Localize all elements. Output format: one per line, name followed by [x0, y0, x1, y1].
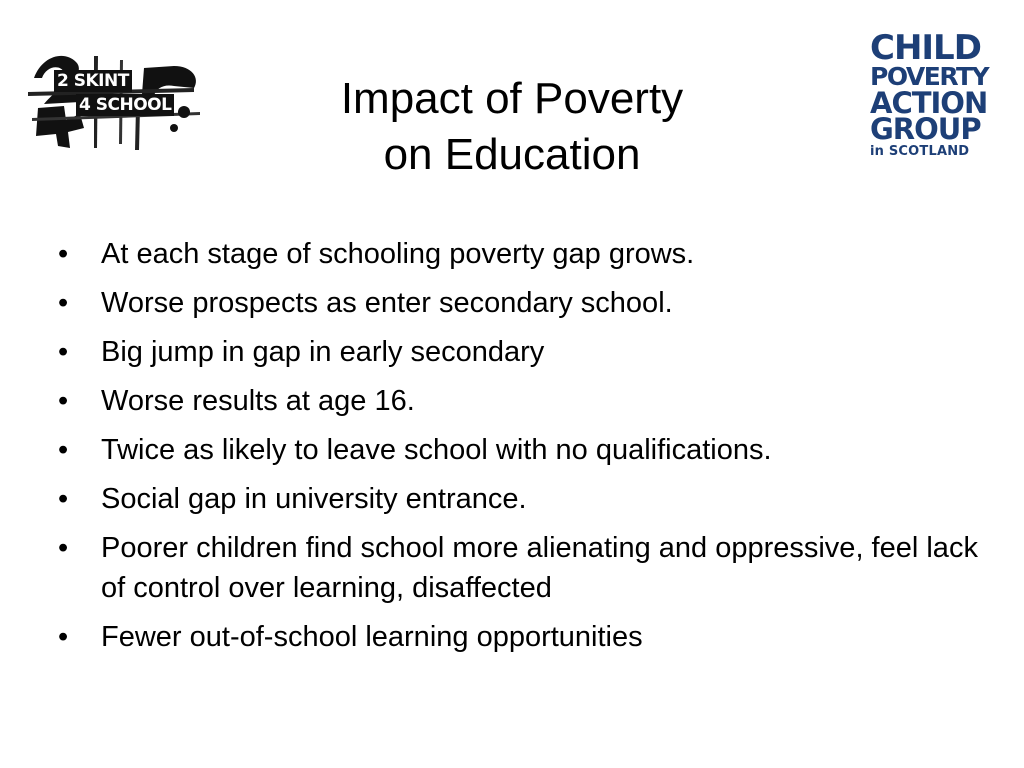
bullet-item	[58, 617, 988, 657]
bullet-dot: •	[58, 336, 69, 368]
bullet-item	[58, 528, 988, 608]
bullet-text: Worse prospects as enter secondary school.	[101, 287, 673, 319]
bullet-item	[58, 479, 988, 519]
bullet-text: Social gap in university entrance.	[101, 483, 527, 515]
logo-2skint4school	[24, 48, 202, 154]
slide-title	[212, 71, 812, 183]
bullet-item	[58, 430, 988, 470]
bullet-dot: •	[58, 532, 69, 564]
cpag-line2: POVERTY	[870, 62, 989, 91]
bullet-item	[58, 332, 988, 372]
logo-cpag	[870, 28, 989, 159]
cpag-line3: ACTION	[870, 86, 988, 120]
title-line1: Impact of Poverty	[340, 74, 684, 124]
bullet-text: Twice as likely to leave school with no qualifications.	[101, 434, 772, 466]
bullet-dot: •	[58, 385, 69, 417]
bullet-item	[58, 381, 988, 421]
title-line2: on Education	[383, 130, 641, 180]
bullet-dot: •	[58, 238, 69, 270]
bullet-dot: •	[58, 621, 69, 653]
cpag-line1: CHILD	[870, 28, 981, 68]
bullet-text: Worse results at age 16.	[101, 385, 415, 417]
bullet-text: Poorer children find school more alienating and oppressive, feel lack of control over learning, disaffected	[101, 532, 978, 604]
cpag-line5: in SCOTLAND	[870, 144, 970, 159]
bullet-text: Big jump in gap in early secondary	[101, 336, 545, 368]
logo-left-line1: 2 SKINT	[54, 70, 132, 92]
cpag-line4: GROUP	[870, 112, 981, 146]
logo-left-line2: 4 SCHOOL	[76, 94, 174, 116]
bullet-text: At each stage of schooling poverty gap grows.	[101, 238, 695, 270]
bullet-text: Fewer out-of-school learning opportunities	[101, 621, 643, 653]
bullet-item	[58, 234, 988, 274]
bullet-dot: •	[58, 434, 69, 466]
bullet-dot: •	[58, 483, 69, 515]
bullet-list	[58, 234, 988, 666]
bullet-dot: •	[58, 287, 69, 319]
bullet-item	[58, 283, 988, 323]
